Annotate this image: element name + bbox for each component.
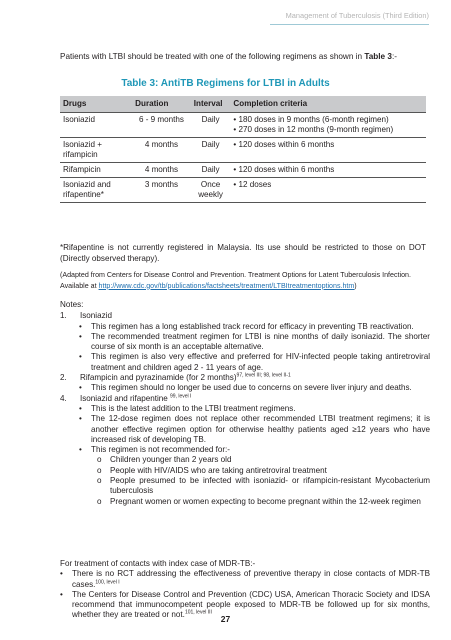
mdr-bullet-text: There is no RCT addressing the effectiveness of preventive therapy in close contacts of MDR-TB cases. bbox=[72, 569, 430, 589]
criteria-item: • 270 doses in 12 months (9-month regimen) bbox=[233, 125, 394, 134]
bullet-icon: • bbox=[60, 569, 63, 579]
bullet-icon: • bbox=[79, 352, 82, 362]
cell-criteria bbox=[230, 113, 426, 138]
cell-drug: Isoniazid + rifampicin bbox=[60, 138, 132, 163]
note-bullet bbox=[60, 383, 430, 393]
note-title: Isoniazid bbox=[80, 311, 112, 321]
cell-criteria bbox=[230, 138, 426, 163]
cell-interval: Daily bbox=[191, 138, 231, 163]
note-bullet bbox=[60, 404, 430, 414]
cell-drug: Isoniazid bbox=[60, 113, 132, 138]
evidence-reference: 101, level III bbox=[184, 609, 212, 616]
intro-tail: :- bbox=[391, 52, 397, 61]
column-header-criteria: Completion criteria bbox=[230, 96, 426, 113]
page-number: 27 bbox=[220, 614, 231, 624]
bullet-text: This regimen should no longer be used due to concerns on severe liver injury and deaths. bbox=[91, 383, 412, 393]
column-header-drugs: Drugs bbox=[60, 96, 132, 113]
source-text: (Adapted from Centers for Disease Control and Prevention. Treatment Options for Latent Tuberculosis Infection. Available at bbox=[60, 271, 411, 290]
cell-duration: 6 - 9 months bbox=[132, 113, 191, 138]
note-sub-bullet bbox=[60, 466, 430, 476]
cell-drug: Rifampicin bbox=[60, 163, 132, 178]
note-number: 1. bbox=[60, 311, 67, 321]
sub-bullet-text: Children younger than 2 years old bbox=[110, 455, 232, 465]
cell-interval: Daily bbox=[191, 163, 231, 178]
note-item bbox=[60, 311, 430, 321]
sub-bullet-text: People presumed to be infected with isoniazid- or rifampicin-resistant Mycobacterium tuberculosis bbox=[110, 476, 430, 496]
bullet-icon: • bbox=[79, 414, 82, 424]
source-close: ) bbox=[354, 281, 357, 290]
evidence-reference: 99, level I bbox=[170, 392, 192, 399]
note-number: 2. bbox=[60, 373, 67, 383]
source-link[interactable]: http://www.cdc.gov/tb/publications/factsheets/treatment/LTBItreatmentoptions.htm bbox=[98, 281, 355, 290]
bullet-text: This is the latest addition to the LTBI treatment regimens. bbox=[91, 403, 296, 413]
note-bullet bbox=[60, 322, 430, 332]
circle-bullet-icon: o bbox=[97, 476, 102, 486]
table-row bbox=[60, 163, 426, 178]
note-item bbox=[60, 373, 430, 383]
note-bullet bbox=[60, 414, 430, 445]
circle-bullet-icon: o bbox=[97, 465, 102, 475]
cell-criteria bbox=[230, 178, 426, 203]
bullet-icon: • bbox=[79, 383, 82, 393]
note-title: Rifampicin and pyrazinamide (for 2 months) bbox=[80, 373, 237, 383]
rifapentine-footnote: *Rifapentine is not currently registered in Malaysia. Its use should be restricted to those on DOT (Directly observed therapy). bbox=[60, 243, 426, 263]
criteria-item: • 12 doses bbox=[233, 180, 272, 189]
notes-heading: Notes: bbox=[60, 300, 84, 309]
note-sub-bullet bbox=[60, 476, 430, 497]
mdr-bullet-text: The Centers for Disease Control and Prevention (CDC) USA, American Thoracic Society and IDSA recommend that immunocompetent people exposed to MDR-TB be followed up for six months, whether they are treated or not. bbox=[72, 589, 430, 620]
cell-interval: Daily bbox=[191, 113, 231, 138]
bullet-text: The recommended treatment regimen for LTBI is nine months of daily isoniazid. The shorter course of six month is an acceptable alternative. bbox=[91, 331, 430, 352]
table-row bbox=[60, 138, 426, 163]
column-header-interval: Interval bbox=[191, 96, 231, 113]
bullet-icon: • bbox=[79, 445, 82, 455]
criteria-item: • 180 doses in 9 months (6-month regimen) bbox=[233, 115, 389, 124]
intro-paragraph bbox=[60, 52, 397, 61]
circle-bullet-icon: o bbox=[97, 455, 102, 465]
note-bullet bbox=[60, 445, 430, 455]
table-row bbox=[60, 178, 426, 203]
note-number: 4. bbox=[60, 393, 67, 403]
cell-duration: 4 months bbox=[132, 138, 191, 163]
mdr-section bbox=[60, 559, 430, 621]
sub-bullet-text: Pregnant women or women expecting to become pregnant within the 12-week regimen bbox=[110, 496, 421, 506]
cell-duration: 4 months bbox=[132, 163, 191, 178]
bullet-text: The 12-dose regimen does not replace other recommended LTBI treatment regimens; it is another effective regimen option for otherwise healthy patients aged ≥12 years who have increased risk of developing TB. bbox=[91, 414, 430, 444]
source-citation bbox=[60, 270, 426, 291]
cell-duration: 3 months bbox=[132, 178, 191, 203]
criteria-item: • 120 doses within 6 months bbox=[233, 165, 335, 174]
header-rule bbox=[270, 24, 429, 25]
intro-text: Patients with LTBI should be treated with one of the following regimens as shown in bbox=[60, 52, 365, 61]
mdr-heading: For treatment of contacts with index case of MDR-TB:- bbox=[60, 559, 256, 568]
note-item bbox=[60, 394, 430, 404]
running-header: Management of Tuberculosis (Third Edition) bbox=[285, 11, 429, 20]
note-sub-bullet bbox=[60, 455, 430, 465]
evidence-reference: 100, level I bbox=[95, 578, 120, 585]
bullet-icon: • bbox=[79, 403, 82, 413]
cell-criteria bbox=[230, 163, 426, 178]
column-header-duration: Duration bbox=[132, 96, 191, 113]
table-header-row bbox=[60, 96, 426, 113]
cell-interval: Once weekly bbox=[191, 178, 231, 203]
circle-bullet-icon: o bbox=[97, 496, 102, 506]
mdr-bullet bbox=[60, 569, 430, 590]
note-bullet bbox=[60, 352, 430, 373]
regimen-table bbox=[60, 96, 426, 203]
table-title: Table 3: AntiTB Regimens for LTBI in Adults bbox=[121, 78, 330, 89]
note-bullet bbox=[60, 332, 430, 353]
bullet-icon: • bbox=[60, 589, 63, 599]
table-row bbox=[60, 113, 426, 138]
evidence-reference: 97, level III; 98, level II-1 bbox=[236, 372, 291, 379]
bullet-text: This regimen is also very effective and preferred for HIV-infected people taking antiretroviral treatment and children aged 2 - 11 years of age. bbox=[91, 352, 430, 372]
criteria-item: • 120 doses within 6 months bbox=[233, 140, 335, 149]
bullet-icon: • bbox=[79, 331, 82, 341]
bullet-icon: • bbox=[79, 321, 82, 331]
bullet-text: This regimen has a long established track record for efficacy in preventing TB reactivation. bbox=[91, 321, 414, 331]
table-reference: Table 3 bbox=[364, 52, 392, 61]
bullet-text: This regimen is not recommended for:- bbox=[91, 445, 230, 455]
sub-bullet-text: People with HIV/AIDS who are taking antiretroviral treatment bbox=[110, 465, 327, 475]
note-sub-bullet bbox=[60, 497, 430, 507]
note-title: Isoniazid and rifapentine bbox=[80, 393, 168, 403]
notes-section bbox=[60, 300, 430, 507]
cell-drug: Isoniazid and rifapentine* bbox=[60, 178, 132, 203]
